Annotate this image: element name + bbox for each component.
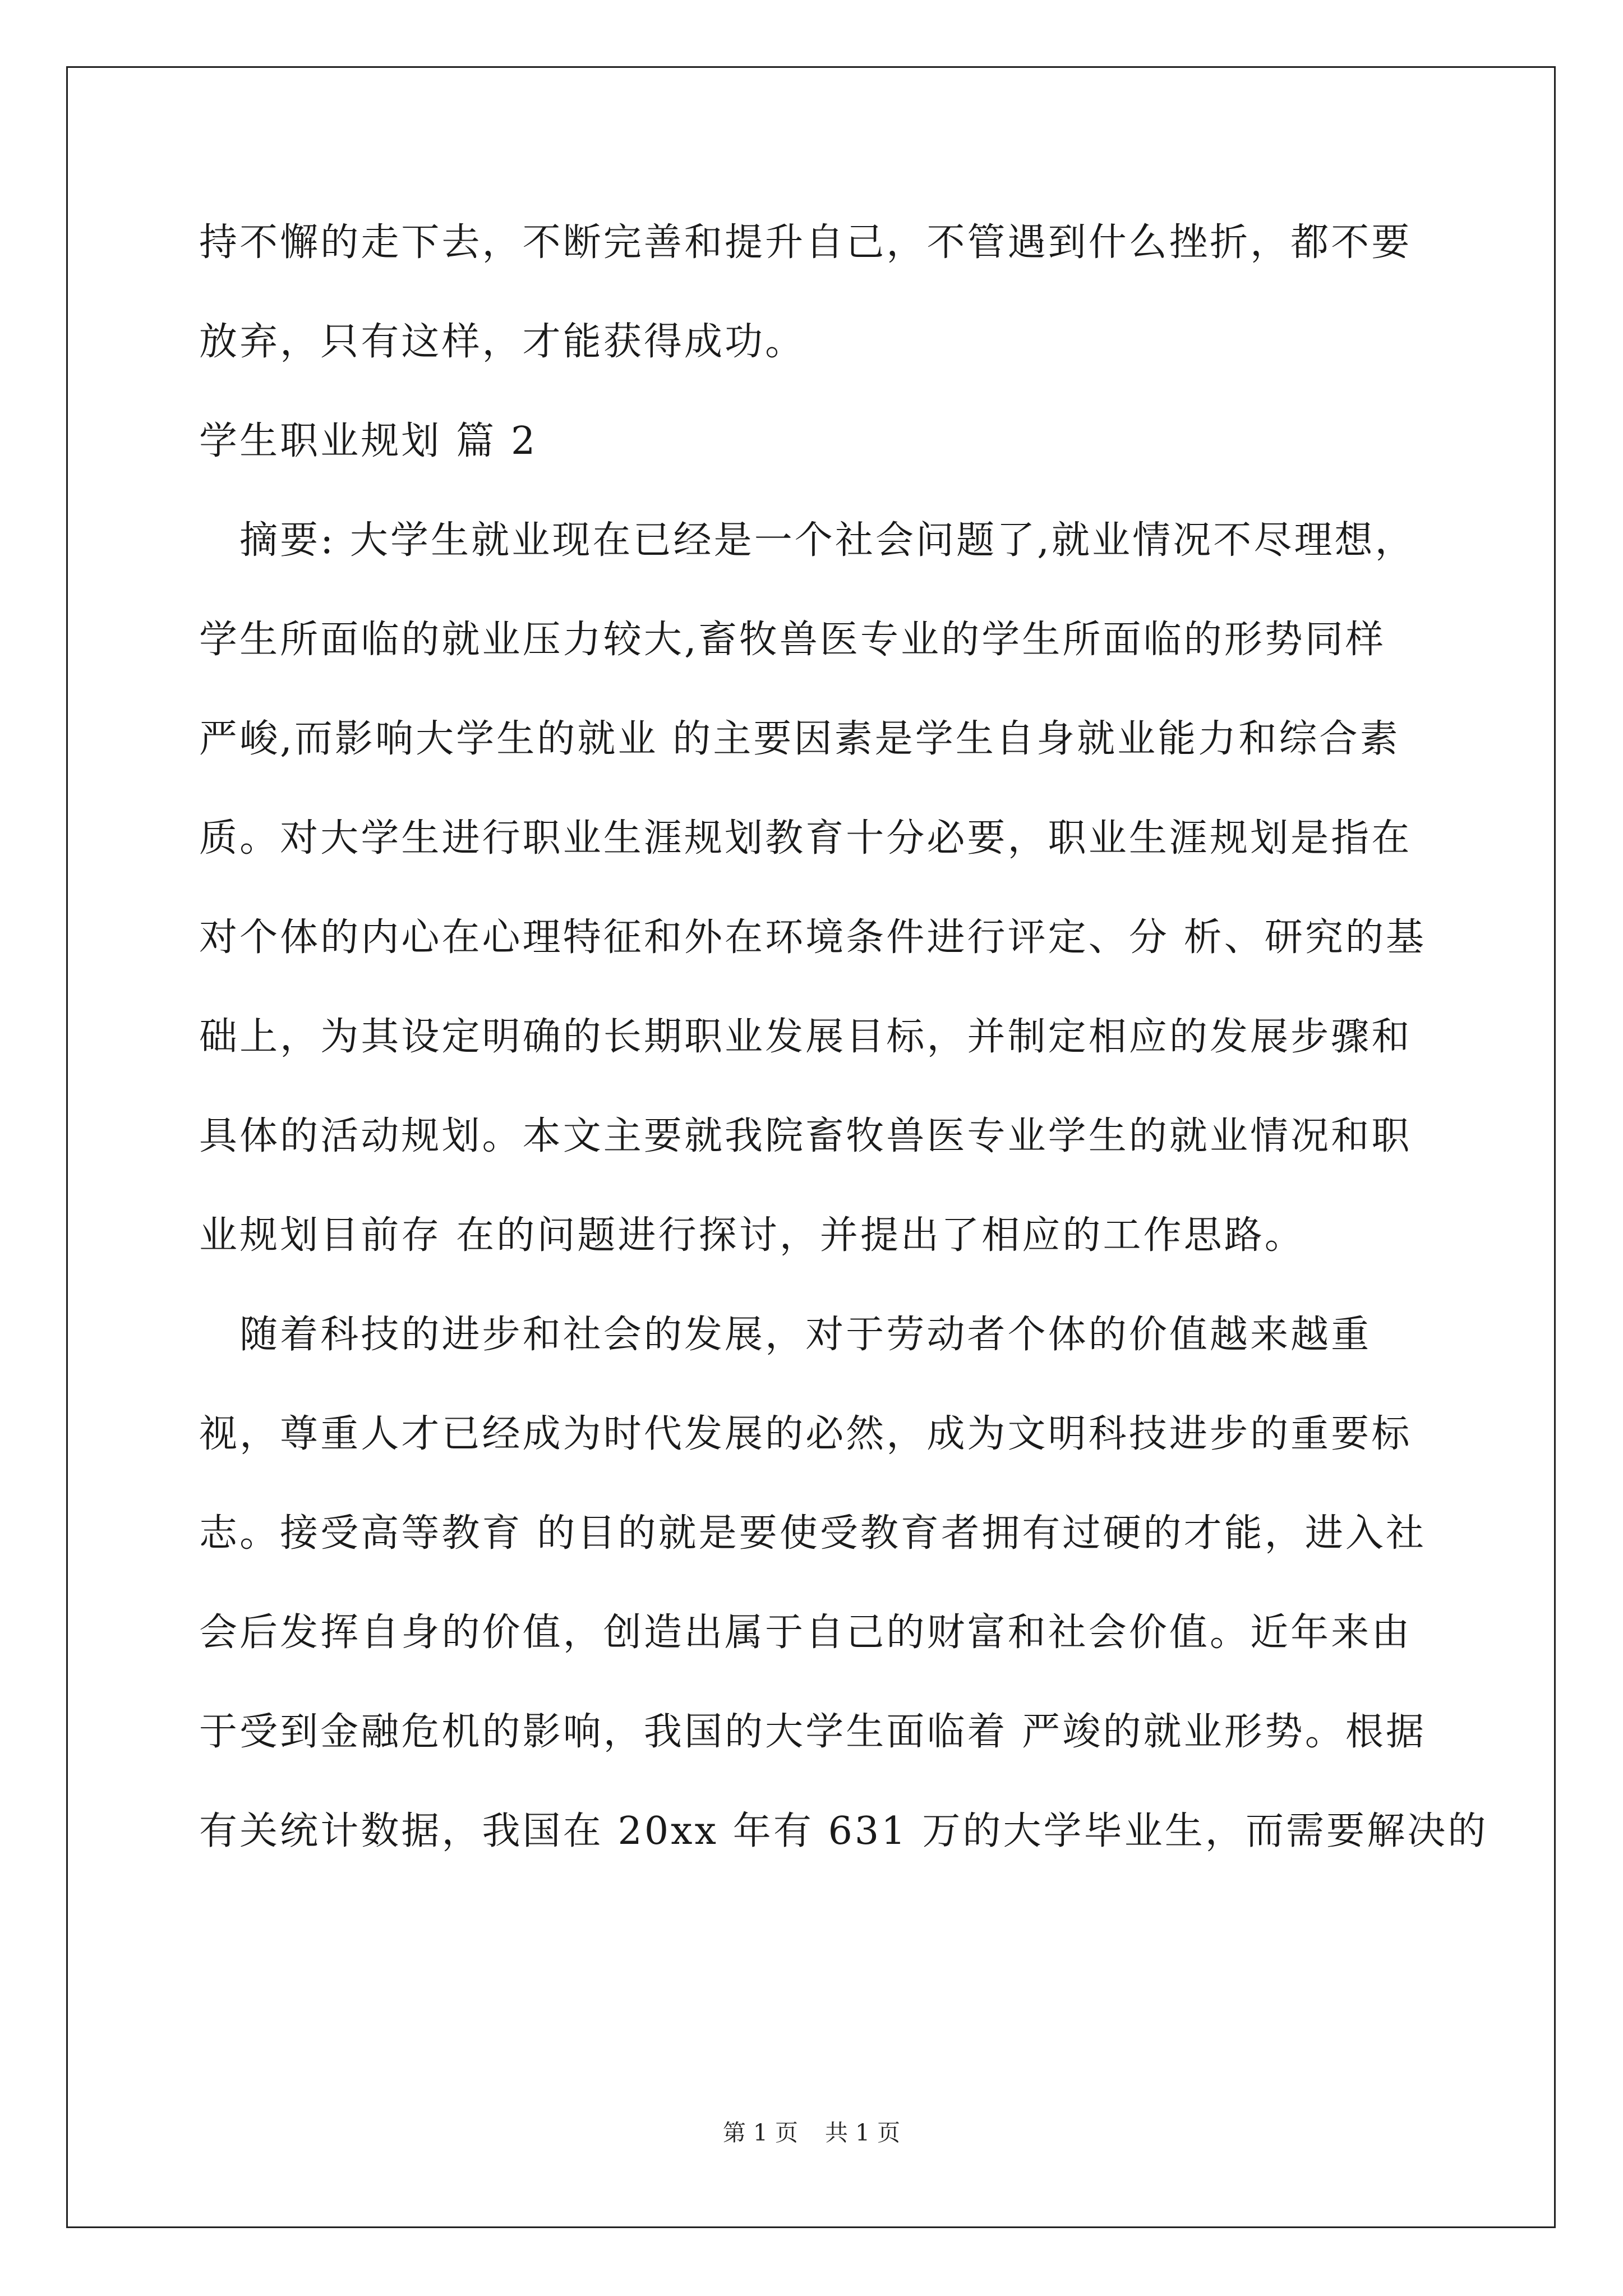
document-body — [199, 215, 1488, 1903]
text-line: 持不懈的走下去，不断完善和提升自己，不管遇到什么挫折，都不要 — [199, 220, 1412, 265]
text-line: 于受到金融危机的影响，我国的大学生面临着 严竣的就业形势。根据 — [199, 1710, 1427, 1754]
text-line: 摘要: 大学生就业现在已经是一个社会问题了,就业情况不尽理想， — [199, 518, 1415, 563]
text-line: 有关统计数据，我国在 20xx 年有 631 万的大学毕业生，而需要解决的 — [199, 1809, 1488, 1853]
text-line: 业规划目前存 在的问题进行探讨，并提出了相应的工作思路。 — [199, 1213, 1305, 1258]
text-line: 具体的活动规划。本文主要就我院畜牧兽医专业学生的就业情况和职 — [199, 1114, 1412, 1158]
page-footer — [0, 2116, 1623, 2150]
page-total: 共 1 页 — [825, 2119, 901, 2146]
text-line: 质。对大学生进行职业生涯规划教育十分必要，职业生涯规划是指在 — [199, 816, 1412, 861]
text-line: 放弃，只有这样，才能获得成功。 — [199, 320, 806, 364]
text-line: 对个体的内心在心理特征和外在环境条件进行评定、分 析、研究的基 — [199, 915, 1427, 960]
text-line: 志。接受高等教育 的目的就是要使受教育者拥有过硬的才能，进入社 — [199, 1511, 1427, 1556]
page-number: 第 1 页 — [722, 2119, 798, 2146]
text-line: 会后发挥自身的价值，创造出属于自己的财富和社会价值。近年来由 — [199, 1611, 1412, 1655]
text-line: 础上，为其设定明确的长期职业发展目标，并制定相应的发展步骤和 — [199, 1015, 1412, 1059]
text-line: 随着科技的进步和社会的发展，对于劳动者个体的价值越来越重 — [199, 1313, 1372, 1357]
text-line: 视，尊重人才已经成为时代发展的必然，成为文明科技进步的重要标 — [199, 1412, 1412, 1456]
text-line: 学生所面临的就业压力较大,畜牧兽医专业的学生所面临的形势同样 — [199, 618, 1386, 662]
text-line: 严峻,而影响大学生的就业 的主要因素是学生自身就业能力和综合素 — [199, 717, 1400, 761]
section-heading: 学生职业规划 篇 2 — [199, 419, 538, 463]
